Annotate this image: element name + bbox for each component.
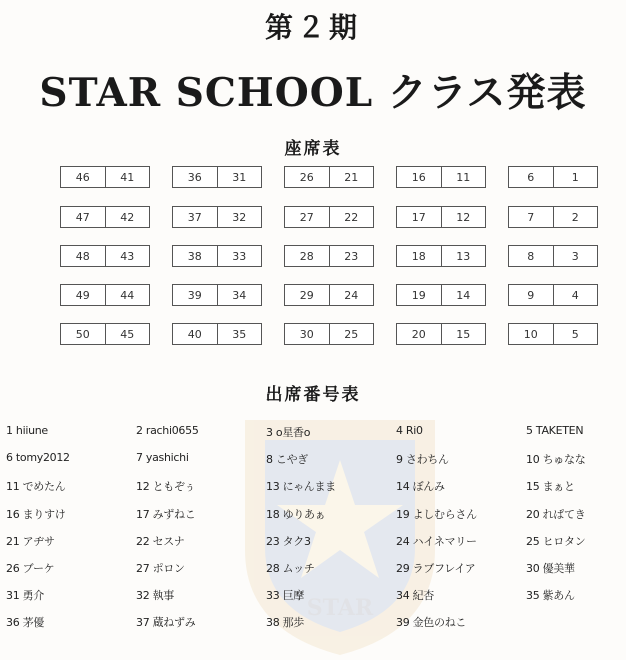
roll-list-item: 25 ヒロタン	[526, 535, 586, 548]
seat-number: 24	[329, 285, 374, 305]
seat-pair	[284, 323, 374, 345]
seat-pair	[508, 206, 598, 228]
roll-list-item: 20 れぱてき	[526, 508, 586, 521]
seat-number: 8	[527, 249, 535, 263]
seat-pair	[60, 323, 150, 345]
seat-pair	[172, 166, 262, 188]
roll-list-item: 9 さわちん	[396, 453, 449, 466]
seat-pair	[172, 284, 262, 306]
roll-list-item: 38 那歩	[266, 616, 304, 629]
roll-list-item: 4 Ri0	[396, 424, 423, 437]
seat-number: 36	[187, 170, 202, 184]
seat-pair	[508, 245, 598, 267]
term-title: 第２期	[264, 11, 361, 44]
roll-list	[6, 424, 626, 644]
seat-number: 38	[187, 249, 202, 263]
roll-list-item: 29 ラブフレイア	[396, 562, 476, 575]
seat-pair	[284, 245, 374, 267]
seat-pair	[284, 284, 374, 306]
roll-list-item: 23 タク3	[266, 535, 311, 548]
seat-number: 31	[217, 167, 262, 187]
seat-number: 40	[187, 327, 202, 341]
seat-number: 33	[217, 246, 262, 266]
roll-list-item: 34 紀杏	[396, 589, 434, 602]
seat-pair	[172, 323, 262, 345]
roll-list-item: 30 優美華	[526, 562, 575, 575]
roll-list-item: 15 まぁと	[526, 480, 575, 493]
crest-text: STAR	[306, 595, 374, 621]
seat-pair	[60, 284, 150, 306]
roll-list-item: 24 ハイネマリー	[396, 535, 477, 548]
roll-list-heading: 出席番号表	[265, 385, 361, 405]
seat-pair	[60, 166, 150, 188]
roll-list-item: 31 勇介	[6, 589, 44, 602]
seat-number: 47	[75, 210, 90, 224]
seating-chart-heading: 座席表	[284, 139, 342, 159]
seat-number: 37	[187, 210, 202, 224]
seat-number: 22	[329, 207, 374, 227]
seat-pair	[508, 323, 598, 345]
roll-list-item: 26 ブーケ	[6, 562, 55, 575]
seat-pair	[172, 245, 262, 267]
seating-chart	[60, 166, 600, 346]
roll-list-item: 18 ゆりあぁ	[266, 508, 326, 521]
roll-list-item: 14 ぼんみ	[396, 480, 445, 493]
seat-number: 50	[75, 327, 90, 341]
seat-number: 27	[299, 210, 314, 224]
roll-list-item: 16 まりすけ	[6, 508, 66, 521]
roll-list-item: 5 TAKETEN	[526, 424, 584, 437]
seat-number: 44	[105, 285, 150, 305]
roll-list-item: 10 ちゅなな	[526, 453, 586, 466]
seat-pair	[60, 206, 150, 228]
seat-pair	[396, 323, 486, 345]
seat-number: 26	[299, 170, 314, 184]
seat-number: 14	[441, 285, 486, 305]
seat-number: 4	[553, 285, 598, 305]
seat-pair	[396, 245, 486, 267]
roll-list-item: 19 よしむらさん	[396, 508, 477, 521]
seat-number: 49	[75, 288, 90, 302]
seat-number: 45	[105, 324, 150, 344]
seat-number: 9	[527, 288, 535, 302]
seat-number: 30	[299, 327, 314, 341]
seat-number: 5	[553, 324, 598, 344]
roll-list-item: 28 ムッチ	[266, 562, 315, 575]
seat-number: 48	[75, 249, 90, 263]
seat-number: 7	[527, 210, 535, 224]
seat-pair	[396, 206, 486, 228]
seat-number: 19	[411, 288, 426, 302]
seat-pair	[396, 284, 486, 306]
roll-list-item: 39 金色のねこ	[396, 616, 467, 629]
roll-list-item: 13 にゃんまま	[266, 480, 336, 493]
seat-number: 34	[217, 285, 262, 305]
seat-number: 6	[527, 170, 535, 184]
roll-list-item: 32 執事	[136, 589, 174, 602]
seat-number: 46	[75, 170, 90, 184]
roll-list-item: 2 rachi0655	[136, 424, 199, 437]
roll-list-item: 8 こやぎ	[266, 453, 308, 466]
seat-number: 41	[105, 167, 150, 187]
seat-number: 18	[411, 249, 426, 263]
seat-number: 39	[187, 288, 202, 302]
seat-number: 1	[553, 167, 598, 187]
seat-pair	[508, 166, 598, 188]
roll-list-item: 37 蔵ねずみ	[136, 616, 196, 629]
seat-number: 35	[217, 324, 262, 344]
seat-number: 21	[329, 167, 374, 187]
seat-number: 43	[105, 246, 150, 266]
seat-number: 3	[553, 246, 598, 266]
roll-list-item: 1 hiiune	[6, 424, 48, 437]
roll-list-item: 7 yashichi	[136, 451, 189, 464]
seat-number: 29	[299, 288, 314, 302]
roll-list-item: 3 o星香o	[266, 426, 311, 439]
seat-number: 25	[329, 324, 374, 344]
seat-number: 10	[523, 327, 538, 341]
seat-number: 17	[411, 210, 426, 224]
roll-list-item: 11 でめたん	[6, 480, 66, 493]
seat-number: 32	[217, 207, 262, 227]
roll-list-item: 12 ともぞぅ	[136, 480, 196, 493]
seat-number: 2	[553, 207, 598, 227]
roll-list-item: 21 アヂサ	[6, 535, 55, 548]
seat-pair	[284, 166, 374, 188]
seat-number: 12	[441, 207, 486, 227]
seat-number: 28	[299, 249, 314, 263]
roll-list-item: 22 セスナ	[136, 535, 185, 548]
seat-number: 20	[411, 327, 426, 341]
seat-number: 23	[329, 246, 374, 266]
seat-number: 13	[441, 246, 486, 266]
seat-pair	[508, 284, 598, 306]
roll-list-item: 6 tomy2012	[6, 451, 70, 464]
roll-list-item: 36 茅優	[6, 616, 44, 629]
roll-list-item: 17 みずねこ	[136, 508, 196, 521]
roll-list-item: 35 紫あん	[526, 589, 575, 602]
seat-pair	[396, 166, 486, 188]
roll-list-item: 33 巨摩	[266, 589, 304, 602]
seat-number: 15	[441, 324, 486, 344]
seat-number: 11	[441, 167, 486, 187]
seat-number: 42	[105, 207, 150, 227]
page-title: STAR SCHOOL クラス発表	[39, 70, 587, 116]
seat-number: 16	[411, 170, 426, 184]
seat-pair	[284, 206, 374, 228]
seat-pair	[172, 206, 262, 228]
roll-list-item: 27 ポロン	[136, 562, 185, 575]
seat-pair	[60, 245, 150, 267]
